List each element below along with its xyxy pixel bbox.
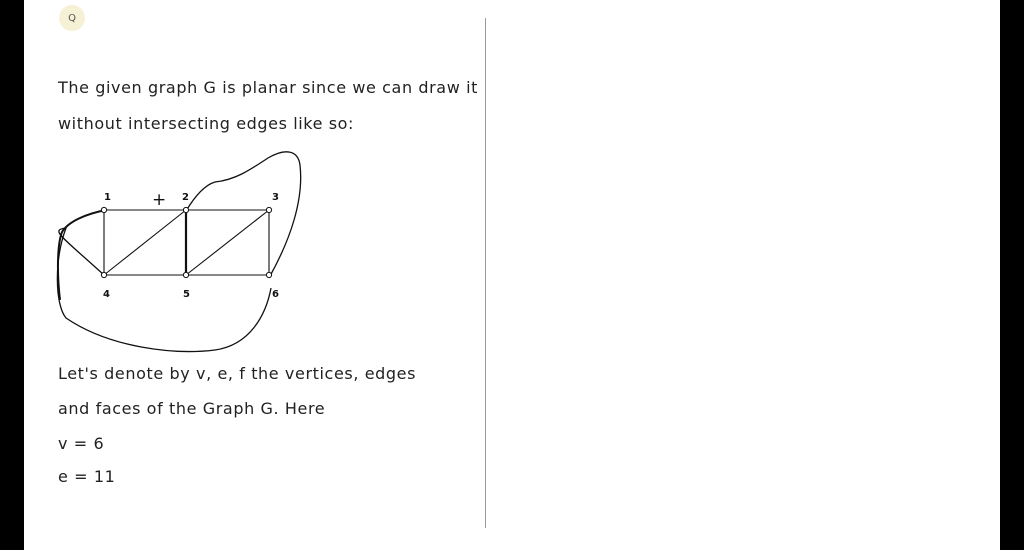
text-line-4: and faces of the Graph G. Here (58, 399, 326, 418)
vertex-label-5: 5 (183, 289, 190, 300)
text-line-1: The given graph G is planar since we can draw it (58, 78, 478, 97)
edge-4-6-curve (57, 228, 271, 351)
text-line-3: Let's denote by v, e, f the vertices, edges (58, 364, 417, 383)
vertex-6 (266, 272, 271, 277)
vertex-label-4: 4 (103, 289, 110, 300)
edge-1-6-curve (186, 152, 301, 276)
edge-5-3 (186, 210, 269, 275)
crosshair-cursor-icon: + (152, 190, 167, 210)
vertex-2 (183, 207, 188, 212)
vertex-label-2: 2 (182, 192, 189, 203)
vertex-5 (183, 272, 188, 277)
question-badge-label: Q (68, 12, 76, 24)
edge-count: e = 11 (58, 467, 116, 486)
text-line-2: without intersecting edges like so: (58, 114, 355, 133)
vertex-count: v = 6 (58, 434, 105, 453)
vertex-4 (101, 272, 106, 277)
vertex-label-3: 3 (272, 192, 279, 203)
edge-4-2 (104, 210, 186, 275)
vertex-1 (101, 207, 106, 212)
vertex-3 (266, 207, 271, 212)
vertex-label-6: 6 (272, 289, 279, 300)
vertex-label-1: 1 (104, 192, 111, 203)
